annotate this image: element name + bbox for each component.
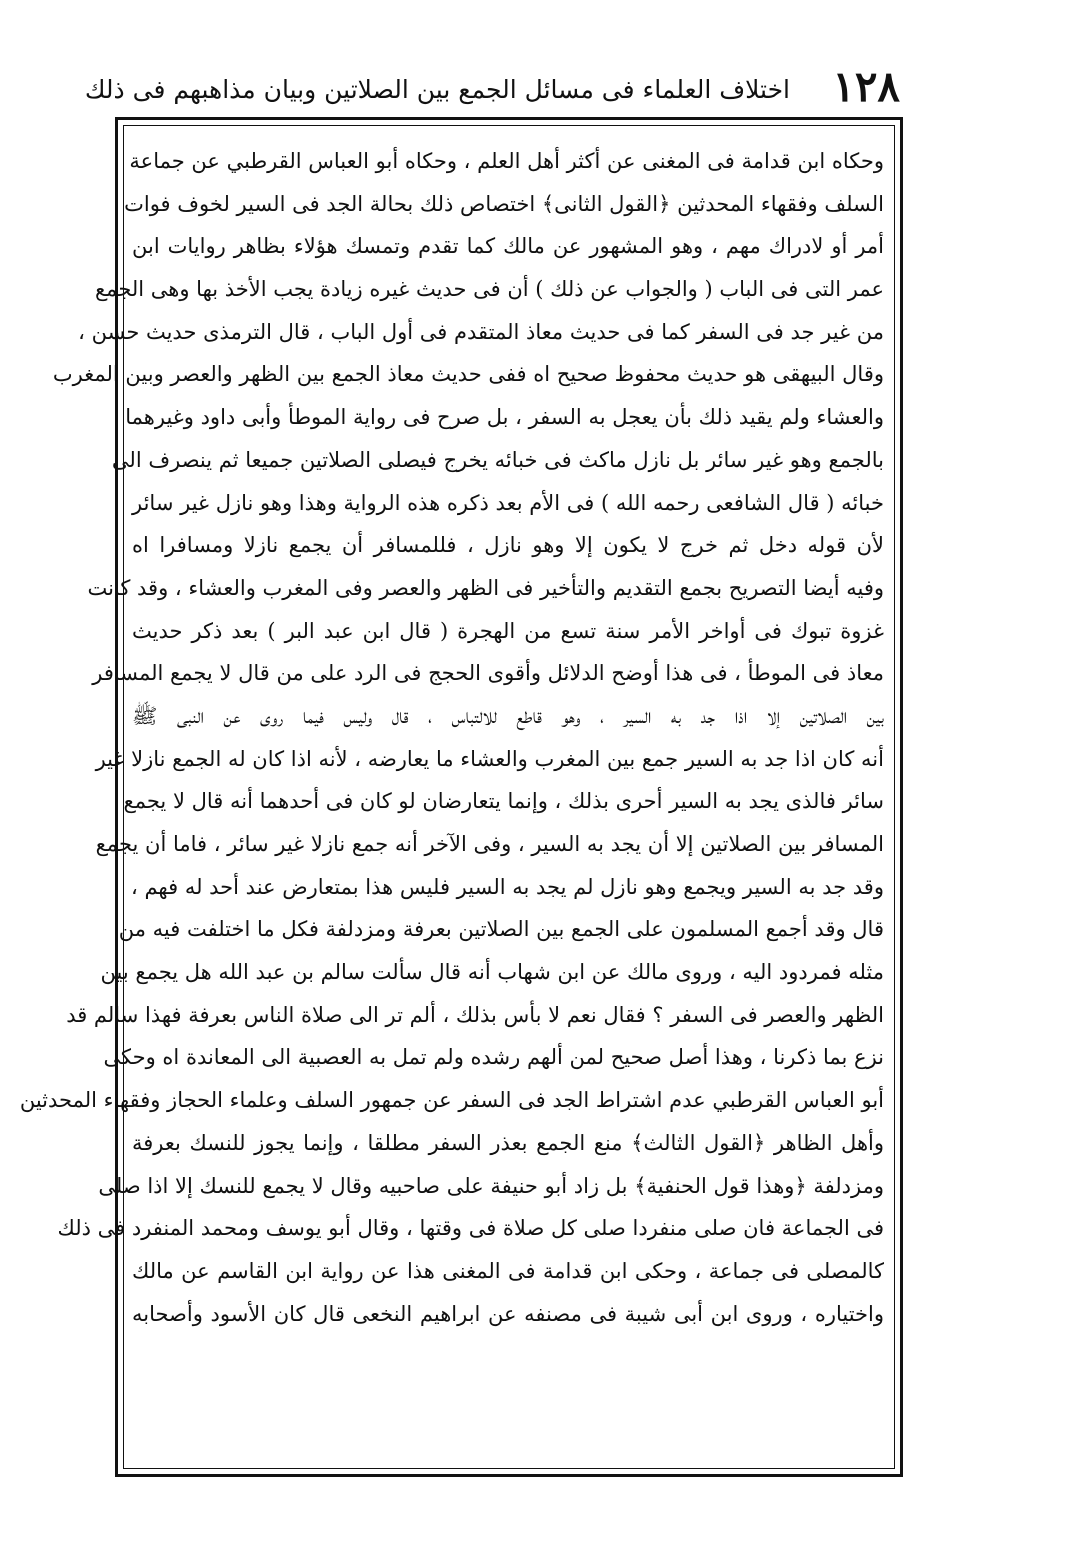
text-line: مثله فمردود اليه ، وروى مالك عن ابن شهاب أنه قال سألت سالم بن عبد الله هل يجمع بين — [100, 960, 884, 985]
text-line: وفيه أيضا التصريح بجمع التقديم والتأخير فى الظهر والعصر وفى المغرب والعشاء ، وقد كانت — [87, 575, 884, 600]
text-line: وقد جد به السير ويجمع وهو نازل لم يجد به السير فليس هذا بمتعارض عند أحد له فهم ، — [131, 874, 884, 899]
text-line: نزع بما ذكرنا ، وهذا أصل صحيح لمن ألهم رشده ولم تمل به العصبية الى المعاندة اه وحكى — [103, 1045, 884, 1070]
running-title: اختلاف العلماء فى مسائل الجمع بين الصلاتين وبيان مذاهبهم فى ذلك — [84, 75, 790, 104]
text-line: فى الجماعة فان صلى منفردا صلى كل صلاة فى وقتها ، وقال أبو يوسف ومحمد المنفرد فى ذلك — [57, 1216, 884, 1241]
text-line: بين الصلاتين إلا اذا جد به السير ، وهو قاطع للالتباس ، قال وليس فيما روى عن النبى ﷺ — [132, 703, 884, 728]
text-line: من غير جد فى السفر كما فى حديث معاذ المتقدم فى أول الباب ، قال الترمذى حديث حسن ، — [78, 319, 884, 344]
page-number: ١٢٨ — [832, 62, 900, 111]
body-text — [19, 140, 885, 1460]
text-line: والعشاء ولم يقيد ذلك بأن يعجل به السفر ، بل صرح فى رواية الموطأ وأبى داود وغيرهما — [125, 405, 884, 430]
text-line: وقال البيهقى هو حديث محفوظ صحيح اه ففى حديث معاذ الجمع بين الظهر والعصر وبين المغرب — [52, 362, 884, 387]
text-line: أنه كان اذا جد به السير جمع بين المغرب والعشاء ما يعارضه ، لأنه اذا كان له الجمع نازلا غير — [95, 746, 884, 771]
text-line: قال وقد أجمع المسلمون على الجمع بين الصلاتين بعرفة ومزدلفة فكل ما اختلفت فيه من — [118, 917, 884, 942]
text-line: وأهل الظاهر ﴿القول الثالث﴾ منع الجمع بعذر السفر مطلقا ، وإنما يجوز للنسك بعرفة — [132, 1130, 884, 1155]
text-line: واختياره ، وروى ابن أبى شيبة فى مصنفه عن ابراهيم النخعى قال كان الأسود وأصحابه — [132, 1301, 885, 1326]
text-line: خبائه ( قال الشافعى رحمه الله ) فى الأم بعد ذكره هذه الرواية وهذا وهو نازل غير سائر — [132, 490, 884, 515]
text-line: أمر أو لادراك مهم ، وهو المشهور عن مالك كما تقدم وتمسك هؤلاء بظاهر روايات ابن — [132, 234, 884, 259]
text-line: ومزدلفة ﴿وهذا قول الحنفية﴾ بل زاد أبو حنيفة على صاحبيه وقال لا يجمع للنسك إلا اذا صلى — [98, 1173, 884, 1198]
text-line: المسافر بين الصلاتين إلا أن يجد به السير ، وفى الآخر أنه جمع نازلا غير سائر ، فاما أن يجمع — [95, 832, 884, 856]
text-line: معاذ فى الموطأ ، فى هذا أوضح الدلائل وأقوى الحجج فى الرد على من قال لا يجمع المسافر — [92, 661, 884, 686]
text-line: غزوة تبوك فى أواخر الأمر سنة تسع من الهجرة ( قال ابن عبد البر ) بعد ذكر حديث — [132, 618, 884, 643]
text-line: السلف وفقهاء المحدثين ﴿القول الثانى﴾ اختصاص ذلك بحالة الجد فى السير لخوف فوات — [124, 191, 884, 216]
text-line: الظهر والعصر فى السفر ؟ فقال نعم لا بأس بذلك ، ألم تر الى صلاة الناس بعرفة فهذا سالم قد — [66, 1002, 884, 1027]
text-line: بالجمع وهو غير سائر بل نازل ماكث فى خبائه يخرج فيصلى الصلاتين جميعا ثم ينصرف الى — [111, 447, 884, 472]
text-line: وحكاه ابن قدامة فى المغنى عن أكثر أهل العلم ، وحكاه أبو العباس القرطبي عن جماعة — [129, 149, 884, 173]
text-line: كالمصلى فى جماعة ، وحكى ابن قدامة فى المغنى هذا عن رواية ابن القاسم عن مالك — [132, 1258, 884, 1283]
text-line: سائر فالذى يجد به السير أحرى بذلك ، وإنما يتعارضان لو كان فى أحدهما أنه قال لا يجمع — [123, 789, 884, 814]
text-line: أبو العباس القرطبي عدم اشتراط الجد فى السفر عن جمهور السلف وعلماء الحجاز وفقهاء المحدثين — [19, 1088, 884, 1113]
text-line: لأن قوله دخل ثم خرج لا يكون إلا وهو نازل ، فللمسافر أن يجمع نازلا ومسافرا اه — [132, 533, 884, 558]
text-line: عمر التى فى الباب ( والجواب عن ذلك ) أن فى حديث غيره زيادة يجب الأخذ بها وهى الجمع — [95, 277, 884, 302]
